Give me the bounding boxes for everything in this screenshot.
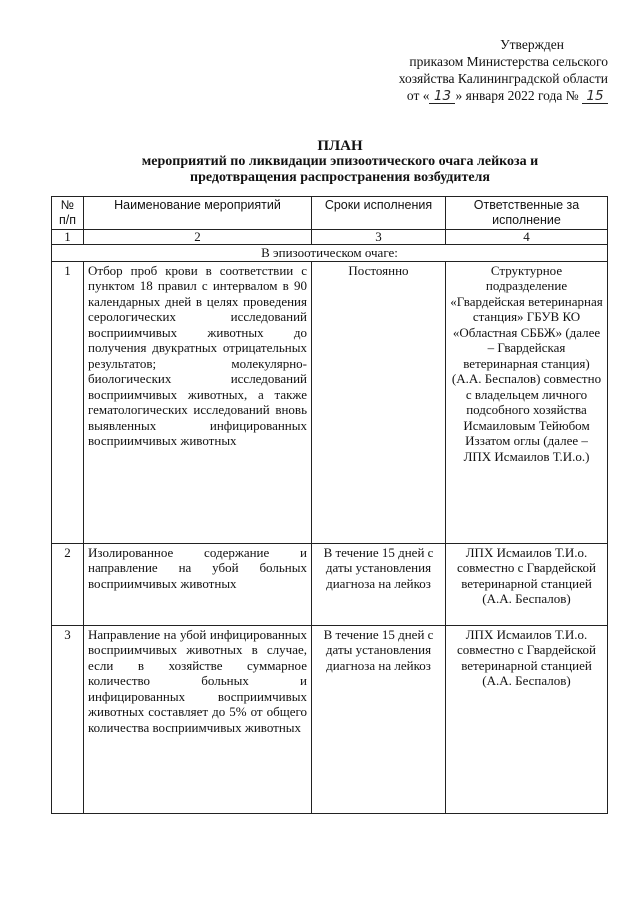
- approval-date-prefix: от «: [406, 88, 430, 103]
- column-number-row: [52, 230, 608, 245]
- approval-date-line: [338, 87, 608, 104]
- header-responsible: Ответственные за исполнение: [446, 197, 608, 230]
- table-row: [52, 261, 608, 543]
- table-row: [52, 625, 608, 813]
- row-number: 1: [52, 261, 84, 543]
- row-responsible: ЛПХ Исмаилов Т.И.о. совместно с Гвардейской ветеринарной станцией (А.А. Беспалов): [446, 625, 608, 813]
- section-row: [52, 245, 608, 262]
- row-deadline: Постоянно: [312, 261, 446, 543]
- row-number: 3: [52, 625, 84, 813]
- approval-date-middle: » января 2022 года №: [455, 88, 579, 103]
- row-action: Направление на убой инфицированных восприимчивых животных в случае, если в хозяйстве суммарное количество больных и инфицированных восприимчивых животных составляет до 5% от общего количества восприимчивых животных: [84, 625, 312, 813]
- header-action: Наименование мероприятий: [84, 197, 312, 230]
- row-responsible: Структурное подразделение «Гвардейская ветеринарная станция» ГБУВ КО «Областная СББЖ» (далее – Гвардейская ветеринарная станция) (А.А. Беспалов) совместно с владельцем личного подсобного хозяйства Исмаиловым Тейюбом Иззатом оглы (далее – ЛПХ Исмаилов Т.И.о.): [446, 261, 608, 543]
- document-title: [60, 138, 620, 186]
- title-line-3: предотвращения распространения возбудителя: [190, 170, 490, 185]
- row-number: 2: [52, 543, 84, 625]
- approval-line-1: Утвержден: [500, 37, 564, 52]
- approval-line-3: хозяйства Калининградской области: [398, 71, 608, 86]
- row-responsible: ЛПХ Исмаилов Т.И.о. совместно с Гвардейской ветеринарной станцией (А.А. Беспалов): [446, 543, 608, 625]
- section-heading: В эпизоотическом очаге:: [52, 245, 608, 262]
- title-line-1: ПЛАН: [317, 138, 363, 154]
- row-deadline: В течение 15 дней с даты установления диагноза на лейкоз: [312, 625, 446, 813]
- header-deadline: Сроки исполнения: [312, 197, 446, 230]
- table-header-row: [52, 197, 608, 230]
- column-number-1: 1: [52, 230, 84, 245]
- header-number: № п/п: [52, 197, 84, 230]
- column-number-3: 3: [312, 230, 446, 245]
- row-deadline: В течение 15 дней с даты установления диагноза на лейкоз: [312, 543, 446, 625]
- row-action: Изолированное содержание и направление на убой больных восприимчивых животных: [84, 543, 312, 625]
- approval-block: [338, 36, 608, 104]
- approval-number: 15: [582, 89, 608, 104]
- column-number-2: 2: [84, 230, 312, 245]
- column-number-4: 4: [446, 230, 608, 245]
- row-action: Отбор проб крови в соответствии с пунктом 18 правил с интервалом в 90 календарных дней в целях проведения серологических исследований восприимчивых животных до получения двукратных отрицательных результатов; молекулярно-биологических исследований восприимчивых животных, а также гематологических исследований вновь выявленных инфицированных восприимчивых животных: [84, 261, 312, 543]
- table-row: [52, 543, 608, 625]
- approval-line-2: приказом Министерства сельского: [409, 54, 608, 69]
- title-line-2: мероприятий по ликвидации эпизоотического очага лейкоза и: [141, 154, 539, 169]
- plan-table: [51, 196, 608, 814]
- approval-day: 13: [429, 89, 455, 104]
